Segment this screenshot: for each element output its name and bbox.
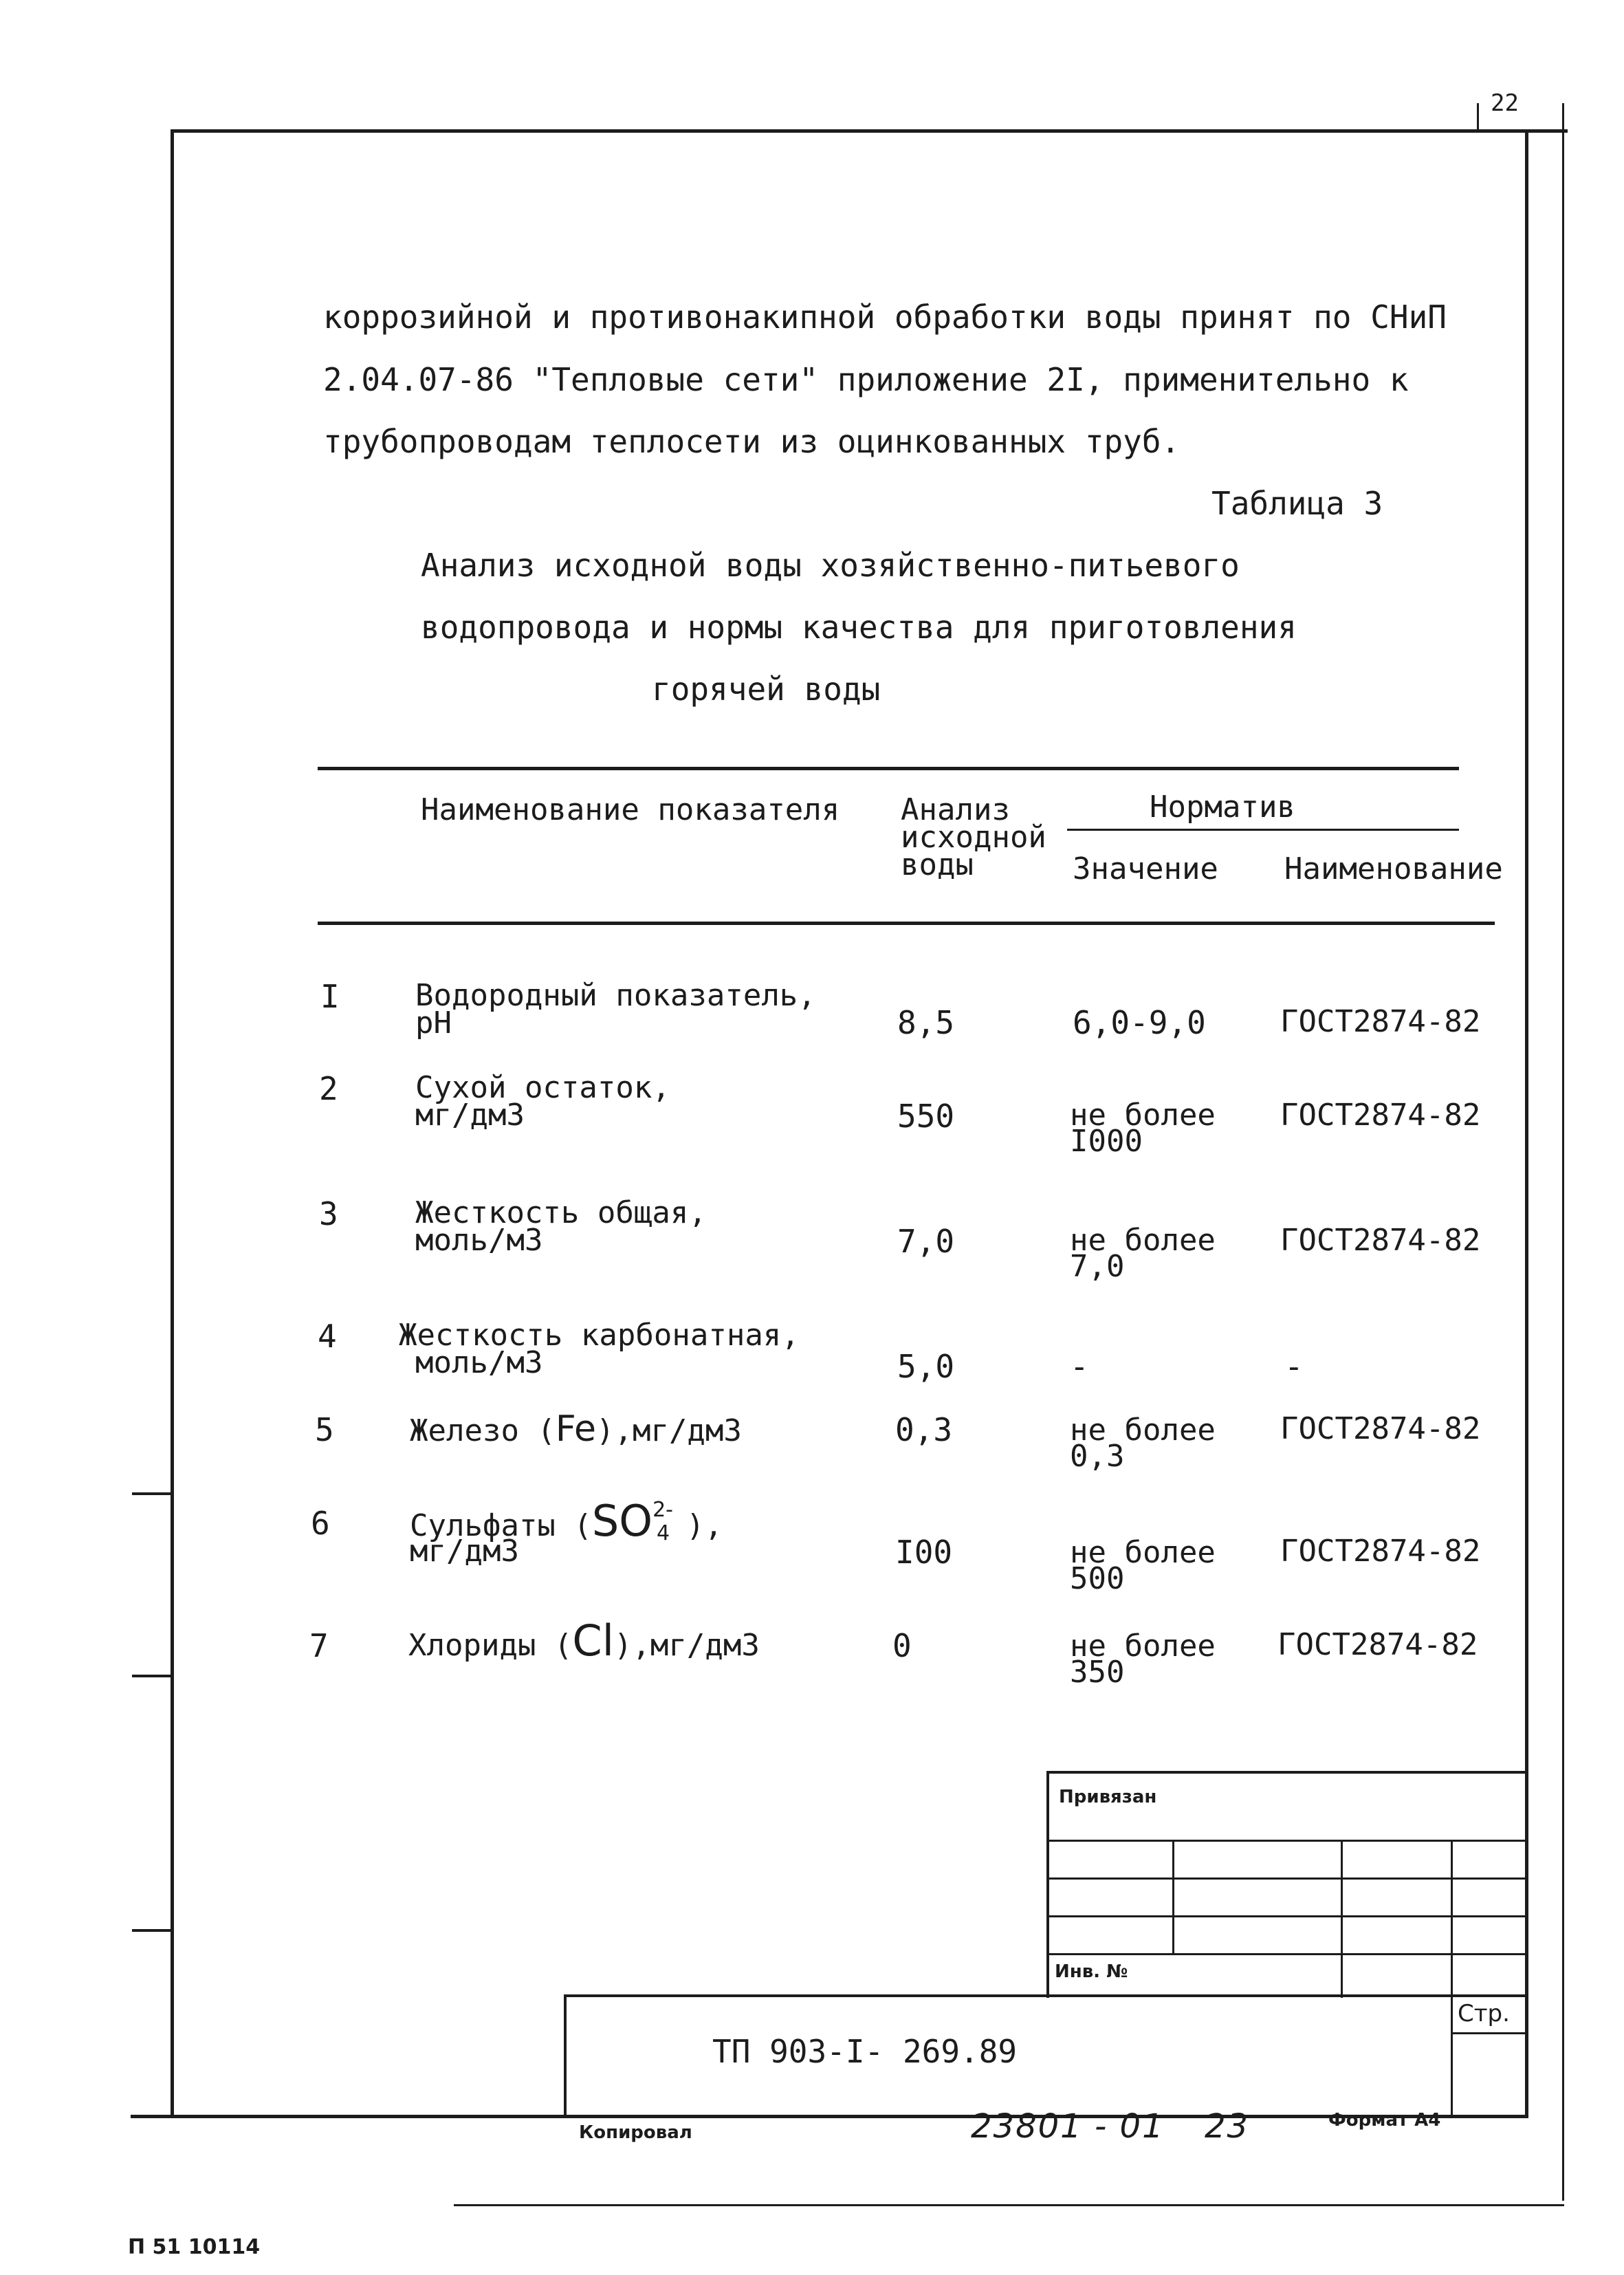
row-2-value-1: не более <box>1070 1098 1216 1133</box>
stamp-row-3 <box>1046 1915 1528 1917</box>
row-5-norm: ГОСТ2874-82 <box>1280 1411 1481 1446</box>
row-1-value: 6,0-9,0 <box>1073 1004 1206 1041</box>
row-6-value-2: 500 <box>1070 1561 1125 1596</box>
corner-box-left <box>1477 103 1479 131</box>
normative-underline <box>1067 829 1459 831</box>
header-normative: Норматив <box>1150 790 1295 825</box>
frame-top <box>171 129 1568 133</box>
stamp-main-left <box>564 1994 567 2117</box>
row-3-value-2: 7,0 <box>1070 1249 1125 1284</box>
row-2-value-2: I000 <box>1070 1124 1143 1159</box>
row-7-value-1: не более <box>1070 1629 1216 1664</box>
stamp-privyazan: Привязан <box>1059 1787 1157 1807</box>
footer-handwritten-number: 23801 - 01 <box>971 2107 1165 2146</box>
footer-bottom-code: П 51 10114 <box>128 2235 261 2259</box>
row-6-value-1: не более <box>1070 1535 1216 1570</box>
table-title-line-2: водопровода и нормы качества для приготовления <box>421 609 1297 646</box>
table-label: Таблица 3 <box>1211 485 1383 522</box>
stamp-col-2 <box>1341 1840 1343 1998</box>
row-2-norm: ГОСТ2874-82 <box>1280 1098 1481 1133</box>
row-6-name-2: мг/дм3 <box>410 1534 519 1569</box>
row-5-value-1: не более <box>1070 1413 1216 1448</box>
row-1-num: I <box>320 978 340 1015</box>
stamp-col-3 <box>1451 1840 1453 2115</box>
stamp-row-4 <box>1046 1953 1528 1955</box>
footer-copied: Копировал <box>579 2122 692 2143</box>
row-5-formula: Fe <box>555 1408 596 1450</box>
footer-handwritten-page: 23 <box>1205 2107 1250 2146</box>
row-6-formula-base: SO <box>591 1496 653 1546</box>
header-name: Наименование показателя <box>421 792 840 827</box>
row-7-value-2: 350 <box>1070 1655 1125 1690</box>
row-6-analysis: I00 <box>895 1534 953 1571</box>
corner-mark: 22 <box>1491 89 1519 117</box>
row-4-name-1: Жесткость карбонатная, <box>399 1318 800 1353</box>
table-header-rule <box>318 922 1495 925</box>
stamp-row-1 <box>1046 1840 1528 1842</box>
stamp-left <box>1046 1771 1049 1998</box>
row-2-num: 2 <box>319 1070 338 1107</box>
row-6-formula-index: 4 <box>656 1521 670 1545</box>
stamp-top <box>1046 1771 1528 1774</box>
row-7-formula: Cl <box>572 1615 614 1666</box>
row-6-formula-charge: 2- <box>652 1498 673 1522</box>
stamp-page-label: Стр. <box>1458 2000 1510 2027</box>
row-3-name-1: Жесткость общая, <box>415 1195 707 1230</box>
row-6-num: 6 <box>311 1505 330 1542</box>
row-4-value: - <box>1070 1348 1089 1385</box>
row-1-name-2: pH <box>415 1005 452 1041</box>
row-2-name-2: мг/дм3 <box>415 1098 525 1133</box>
table-title-line-3: горячей воды <box>652 671 881 708</box>
stamp-inv-no: Инв. № <box>1055 1961 1128 1982</box>
intro-line-3: трубопроводам теплосети из оцинкованных труб. <box>323 423 1181 460</box>
row-2-name-1: Сухой остаток, <box>415 1070 670 1105</box>
row-6-name-prefix: Сульфаты ( <box>410 1508 592 1543</box>
row-7-analysis: 0 <box>892 1627 912 1664</box>
row-7-name-prefix: Хлориды ( <box>408 1628 573 1663</box>
row-1-analysis: 8,5 <box>897 1004 955 1041</box>
row-6-formula <box>592 1496 686 1546</box>
row-3-num: 3 <box>319 1195 338 1232</box>
row-7-name <box>408 1615 760 1666</box>
frame-left <box>171 129 174 2118</box>
row-5-name-prefix: Железо ( <box>410 1413 556 1448</box>
intro-line-2: 2.04.07-86 "Тепловые сети" приложение 2I, применительно к <box>323 361 1409 398</box>
frame-bottom-outer <box>454 2204 1564 2206</box>
left-tick-1 <box>132 1492 172 1495</box>
table-top-rule <box>318 767 1459 770</box>
row-6-norm: ГОСТ2874-82 <box>1280 1534 1481 1569</box>
row-2-analysis: 550 <box>897 1098 955 1135</box>
row-4-analysis: 5,0 <box>897 1348 955 1385</box>
left-tick-2 <box>132 1675 172 1677</box>
frame-right-outer <box>1562 103 1564 2201</box>
row-7-num: 7 <box>309 1627 329 1664</box>
header-norm-name: Наименование <box>1284 851 1503 886</box>
header-analysis-2: исходной <box>901 820 1046 855</box>
row-4-name-2: моль/м3 <box>415 1345 543 1380</box>
row-5-num: 5 <box>315 1411 334 1448</box>
doc-code: ТП 903-I- 269.89 <box>712 2033 1018 2070</box>
frame-right <box>1525 129 1528 2118</box>
row-3-value-1: не более <box>1070 1223 1216 1258</box>
row-1-name-1: Водородный показатель, <box>415 978 816 1013</box>
row-5-analysis: 0,3 <box>895 1411 953 1448</box>
row-5-name <box>410 1408 742 1450</box>
stamp-page-row <box>1451 2032 1526 2034</box>
footer-format: Формат А4 <box>1328 2110 1441 2131</box>
stamp-col-1 <box>1172 1840 1174 1953</box>
row-3-analysis: 7,0 <box>897 1223 955 1260</box>
row-5-value-2: 0,3 <box>1070 1439 1125 1474</box>
row-7-norm: ГОСТ2874-82 <box>1277 1627 1478 1662</box>
row-4-norm: - <box>1284 1348 1304 1385</box>
header-value: Значение <box>1073 851 1218 886</box>
row-4-num: 4 <box>318 1318 337 1355</box>
left-tick-3 <box>132 1929 172 1932</box>
row-6-name-suffix: ), <box>686 1508 723 1543</box>
frame-bottom <box>131 2115 1528 2118</box>
stamp-row-2 <box>1046 1877 1528 1880</box>
row-3-norm: ГОСТ2874-82 <box>1280 1223 1481 1258</box>
header-analysis-1: Анализ <box>901 792 1010 827</box>
intro-line-1: коррозийной и противонакипной обработки воды принят по СНиП <box>323 298 1447 336</box>
row-7-name-suffix: ),мг/дм3 <box>613 1628 760 1663</box>
table-title-line-1: Анализ исходной воды хозяйственно-питьевого <box>421 547 1240 584</box>
row-3-name-2: моль/м3 <box>415 1223 543 1258</box>
header-analysis-3: воды <box>901 847 974 882</box>
row-5-name-suffix: ),мг/дм3 <box>595 1413 742 1448</box>
stamp-main-top <box>564 1994 1526 1997</box>
row-1-norm: ГОСТ2874-82 <box>1280 1004 1481 1039</box>
